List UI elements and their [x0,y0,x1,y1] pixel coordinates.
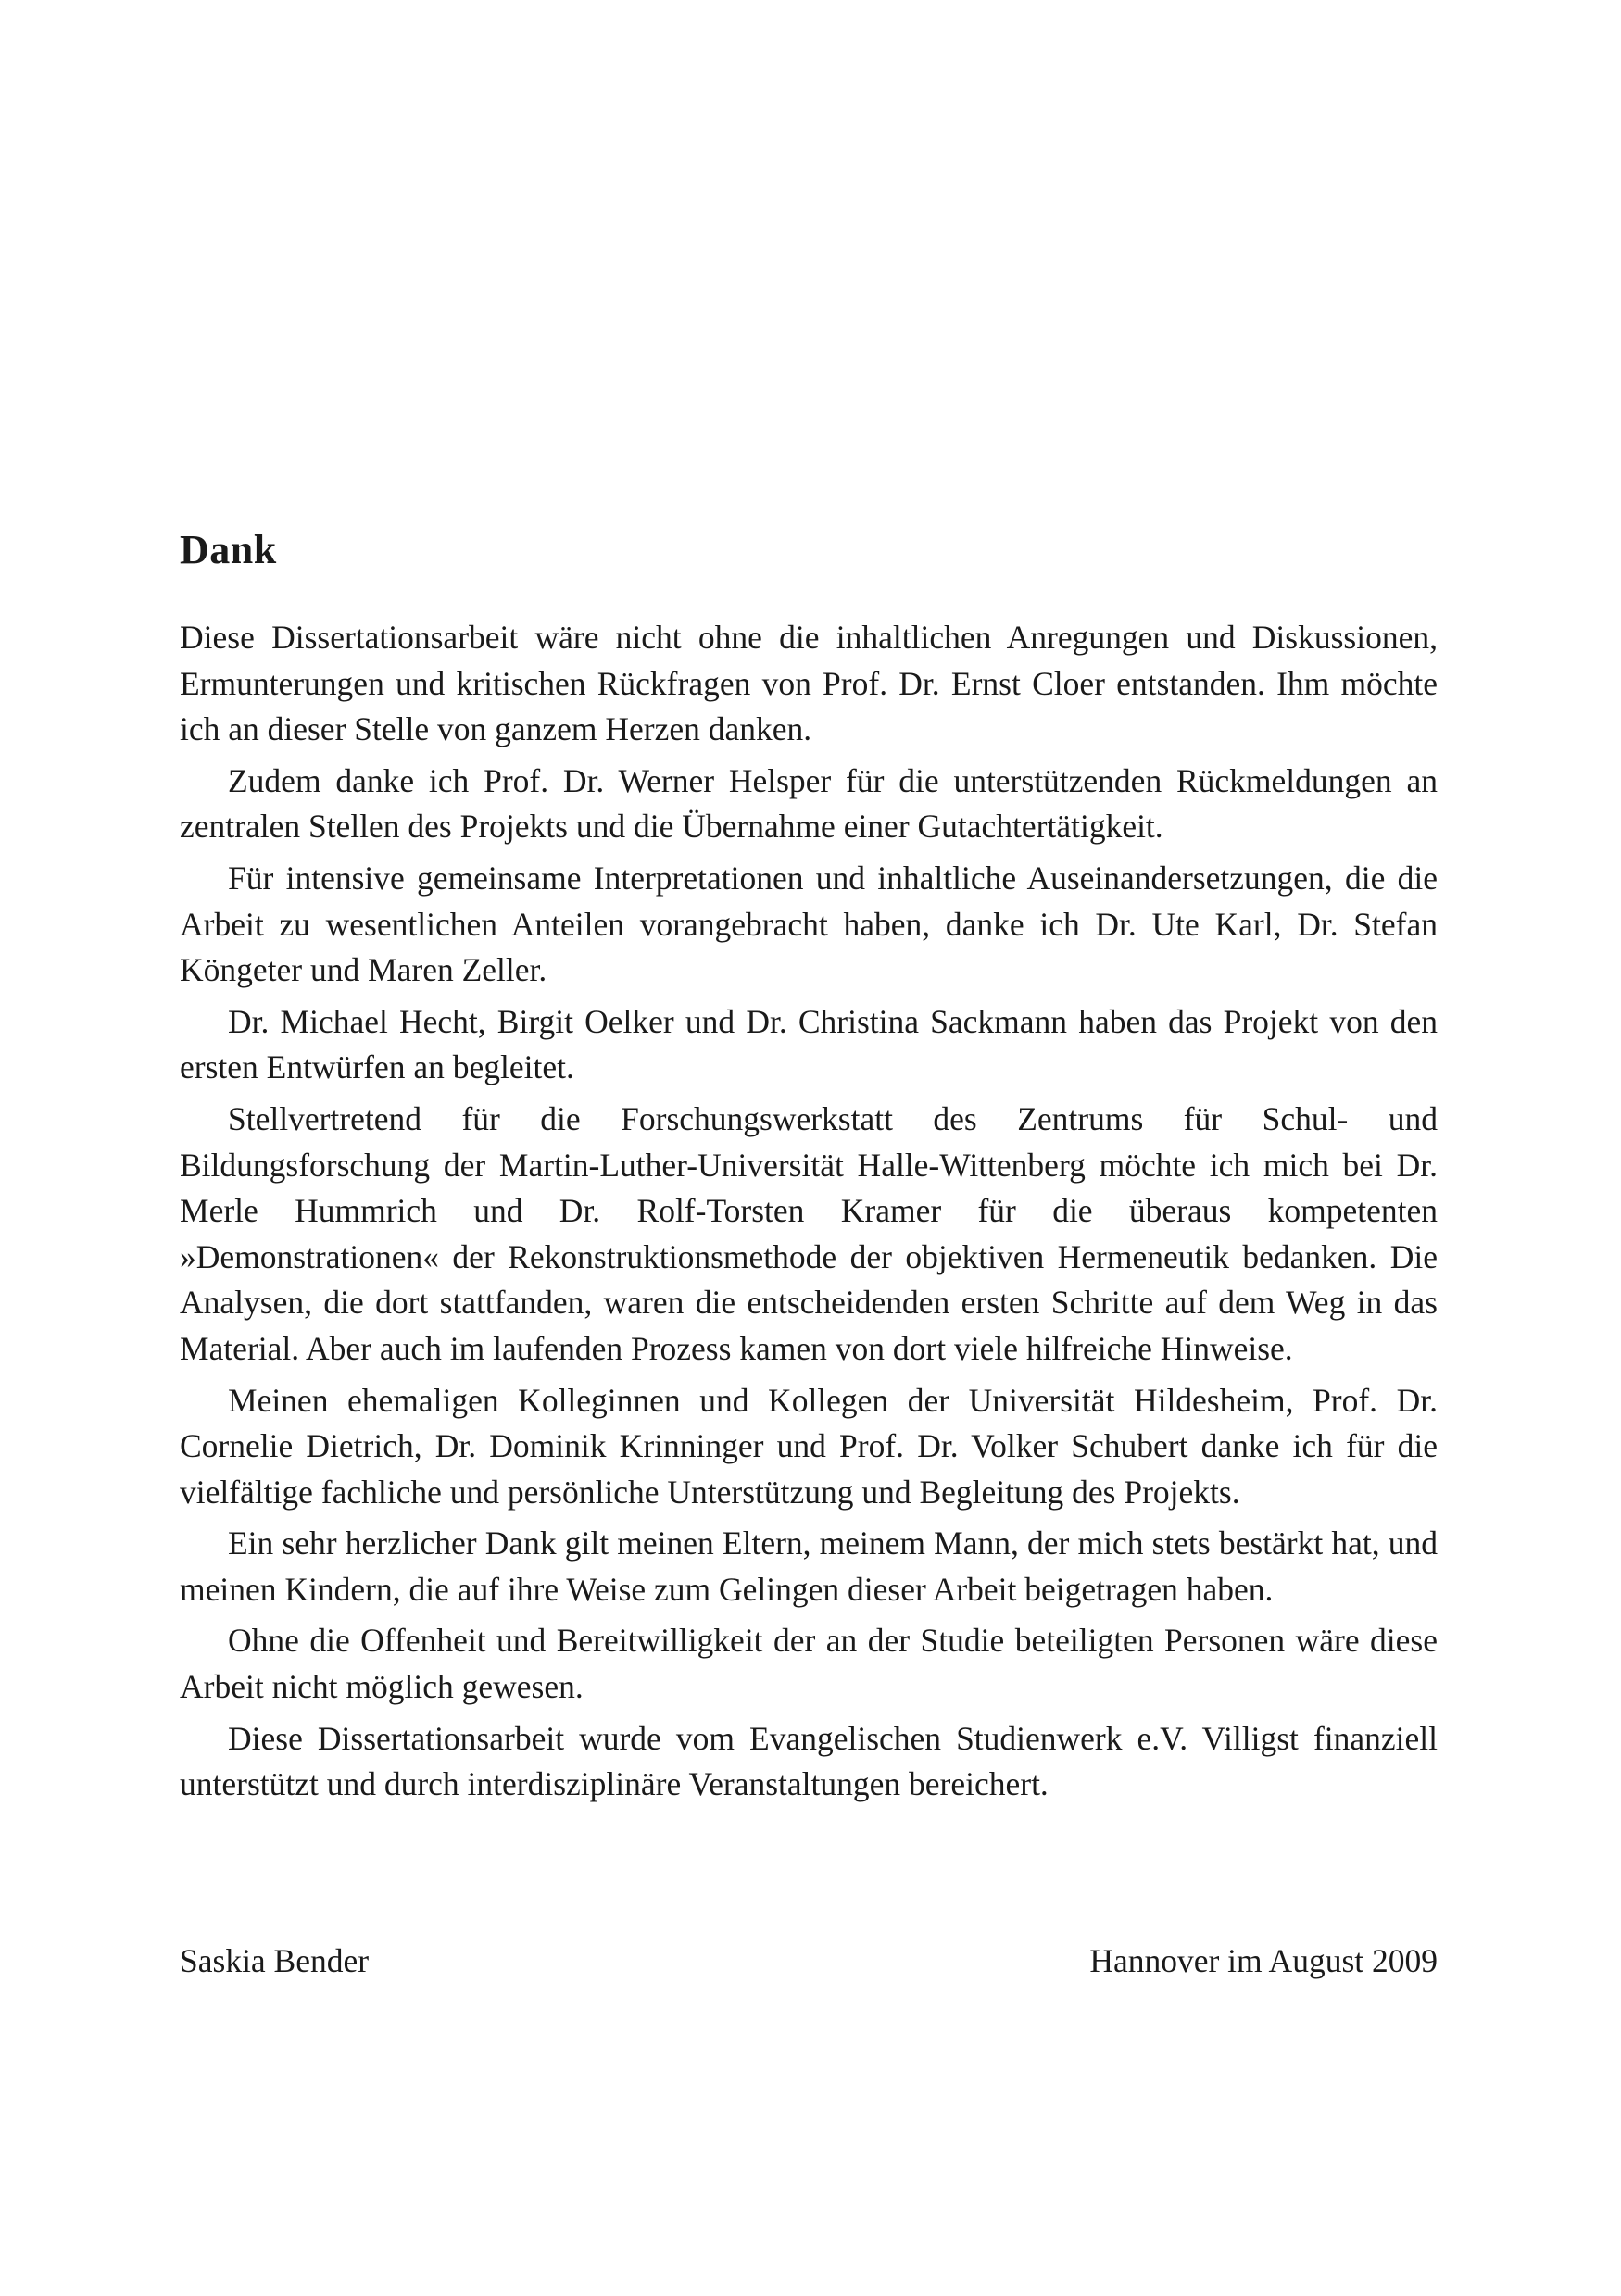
paragraph-1: Diese Dissertationsarbeit wäre nicht ohne die inhaltlichen Anregungen und Diskussionen, Ermunterungen und kritischen Rückfragen von Prof. Dr. Ernst Cloer entstanden. Ihm möchte ich an dieser Stelle von ganzem Herzen danken. [180,619,1438,748]
acknowledgement-body [180,615,1438,1813]
author-name: Saskia Bender [180,1942,370,1979]
paragraph-8: Ohne die Offenheit und Bereitwilligkeit der an der Studie beteiligten Personen wäre diese Arbeit nicht möglich gewesen. [180,1622,1438,1706]
paragraph-7: Ein sehr herzlicher Dank gilt meinen Eltern, meinem Mann, der mich stets bestärkt hat, und meinen Kindern, die auf ihre Weise zum Gelingen dieser Arbeit beigetragen haben. [180,1524,1438,1608]
place-date: Hannover im August 2009 [1089,1942,1438,1979]
paragraph-3: Für intensive gemeinsame Interpretationen und inhaltliche Auseinandersetzungen, die die Arbeit zu wesentlichen Anteilen vorangebracht haben, danke ich Dr. Ute Karl, Dr. Stefan Köngeter und Maren Zeller. [180,859,1438,989]
paragraph-9: Diese Dissertationsarbeit wurde vom Evangelischen Studienwerk e.V. Villigst finanziell unterstützt und durch interdisziplinäre Veranstaltungen bereichert. [180,1719,1438,1803]
paragraph-5: Stellvertretend für die Forschungswerkstatt des Zentrums für Schul- und Bildungsforschung der Martin-Luther-Universität Halle-Wittenberg möchte ich mich bei Dr. Merle Hummrich und Dr. Rolf-Torsten Kramer für die überaus kompetenten »Demonstrationen« der Rekonstruktionsmethode der objektiven Hermeneutik bedanken. Die Analysen, die dort stattfanden, waren die entscheidenden ersten Schritte auf dem Weg in das Material. Aber auch im laufenden Prozess kamen von dort viele hilfreiche Hinweise. [180,1099,1438,1367]
signature-line [180,1938,1438,1984]
paragraph-4: Dr. Michael Hecht, Birgit Oelker und Dr. Christina Sackmann haben das Projekt von den ersten Entwürfen an begleitet. [180,1002,1438,1086]
page-title: Dank [180,527,277,572]
paragraph-2: Zudem danke ich Prof. Dr. Werner Helsper für die unterstützenden Rückmeldungen an zentralen Stellen des Projekts und die Übernahme einer Gutachtertätigkeit. [180,761,1438,846]
paragraph-6: Meinen ehemaligen Kolleginnen und Kollegen der Universität Hildesheim, Prof. Dr. Cornelie Dietrich, Dr. Dominik Krinninger und Prof. Dr. Volker Schubert danke ich für die vielfältige fachliche und persönliche Unterstützung und Begleitung des Projekts. [180,1381,1438,1511]
